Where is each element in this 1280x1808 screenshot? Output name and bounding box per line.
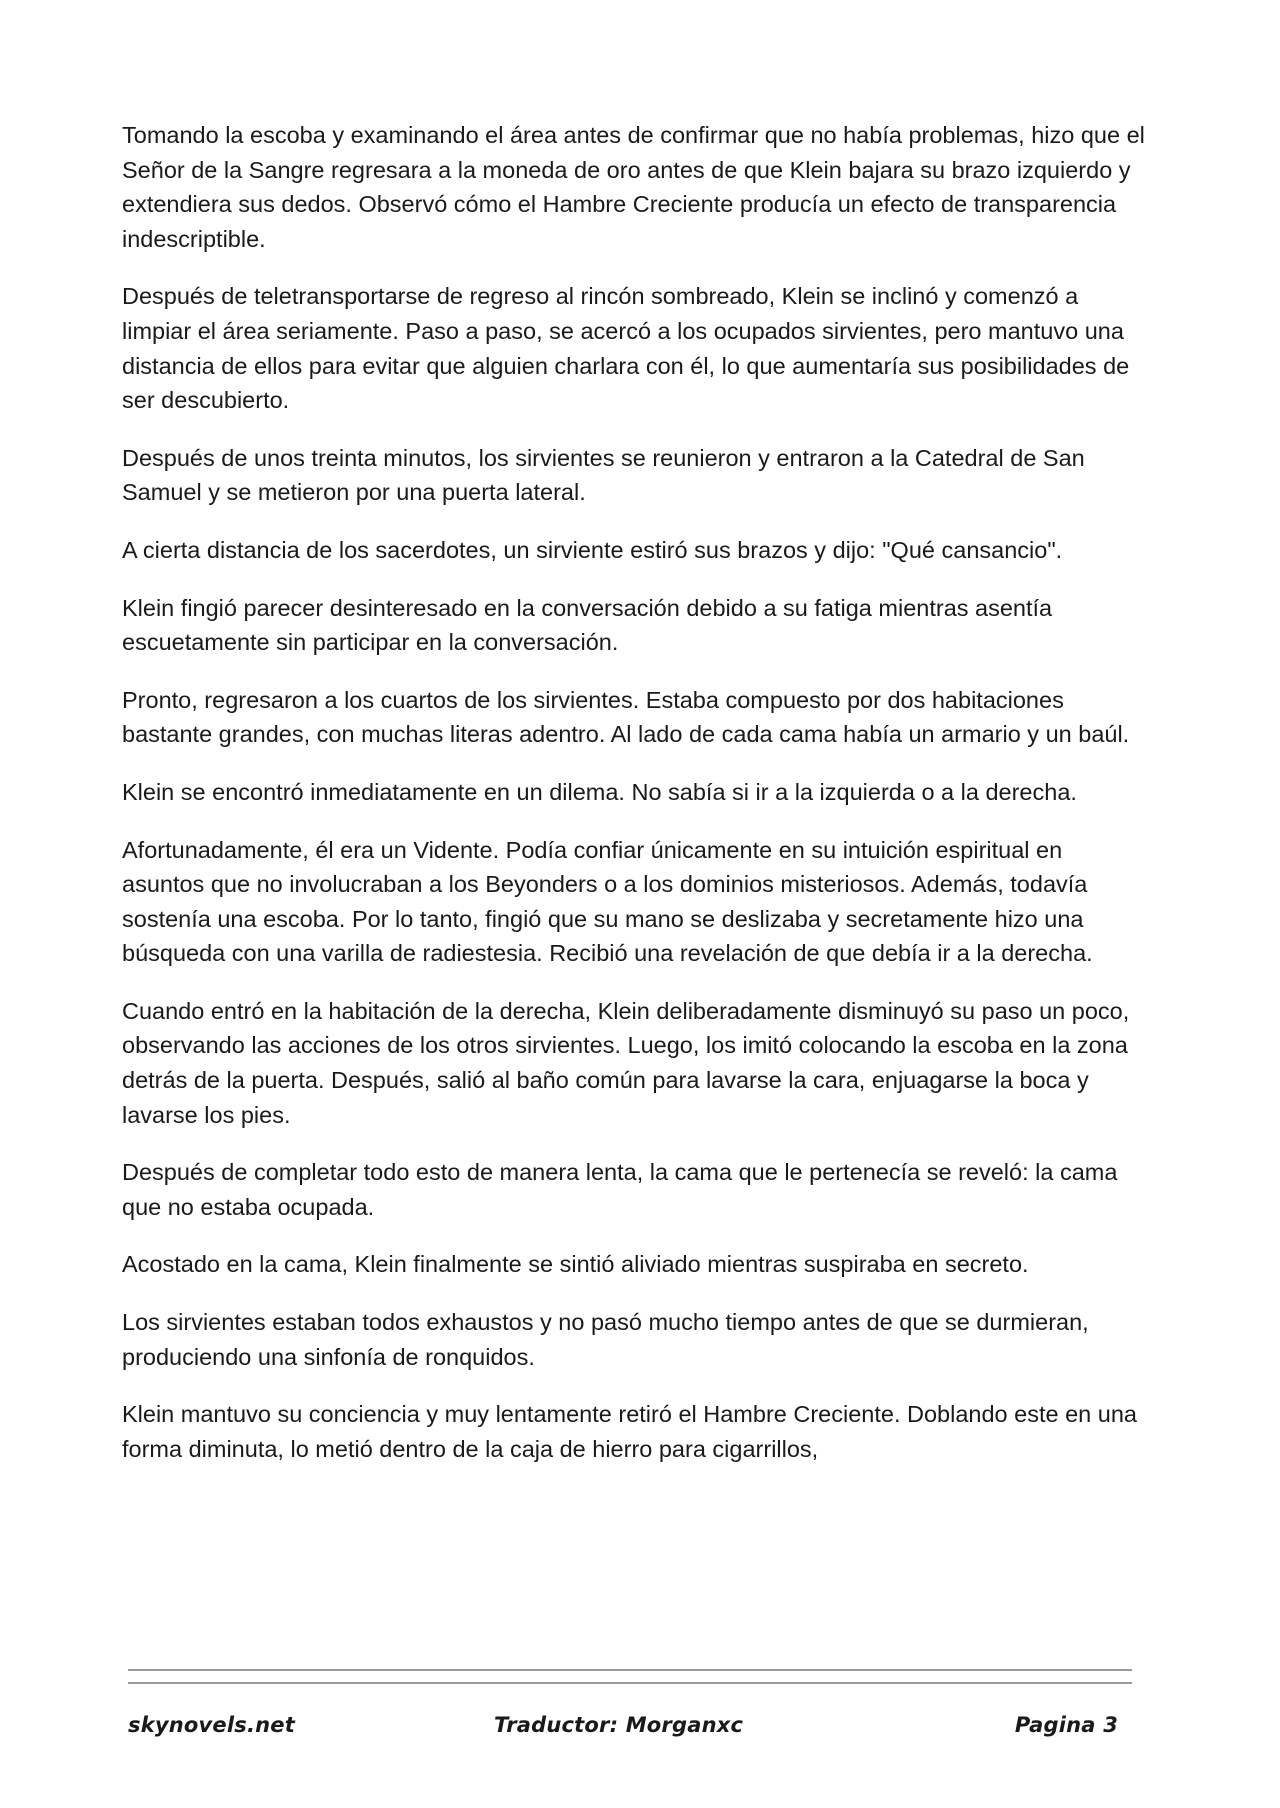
paragraph-10: Después de completar todo esto de manera lenta, la cama que le pertenecía se reveló: la cama que no estaba ocupada. xyxy=(122,1159,1118,1220)
paragraph-1: Tomando la escoba y examinando el área antes de confirmar que no había problemas, hizo que el Señor de la Sangre regresara a la moneda de oro antes de que Klein bajara su brazo izquierdo y extendiera sus dedos. Observó cómo el Hambre Creciente producía un efecto de transparencia indescriptible. xyxy=(122,122,1145,252)
paragraph-3: Después de unos treinta minutos, los sirvientes se reunieron y entraron a la Catedral de San Samuel y se metieron por una puerta lateral. xyxy=(122,444,1085,506)
footer-divider-top xyxy=(128,1669,1132,1671)
paragraph-4: A cierta distancia de los sacerdotes, un sirviente estiró sus brazos y dijo: "Qué cansancio". xyxy=(122,536,1063,563)
paragraph-12: Los sirvientes estaban todos exhaustos y no pasó mucho tiempo antes de que se durmieran, produciendo una sinfonía de ronquidos. xyxy=(122,1309,1089,1370)
paragraph-11: Acostado en la cama, Klein finalmente se sintió aliviado mientras suspiraba en secreto. xyxy=(122,1251,1029,1278)
footer-divider-bottom xyxy=(128,1682,1132,1684)
paragraph-9: Cuando entró en la habitación de la derecha, Klein deliberadamente disminuyó su paso un poco, observando las acciones de los otros sirvientes. Luego, los imitó colocando la escoba en la zona detrás de la puerta. Después, salió al baño común para lavarse la cara, enjuagarse la boca y lavarse los pies. xyxy=(122,997,1130,1128)
paragraph-5: Klein fingió parecer desinteresado en la conversación debido a su fatiga mientras asentía escuetamente sin participar en la conversación. xyxy=(122,594,1053,656)
paragraph-7: Klein se encontró inmediatamente en un dilema. No sabía si ir a la izquierda o a la derecha. xyxy=(122,778,1077,805)
paragraph-2: Después de teletransportarse de regreso al rincón sombreado, Klein se inclinó y comenzó a limpiar el área seriamente. Paso a paso, se acercó a los ocupados sirvientes, pero mantuvo una distancia de ellos para evitar que alguien charlara con él, lo que aumentaría sus posibilidades de ser descubierto. xyxy=(122,283,1130,414)
footer-page-number: Pagina 3 xyxy=(1014,1713,1118,1737)
paragraph-13: Klein mantuvo su conciencia y muy lentamente retiró el Hambre Creciente. Doblando este en una forma diminuta, lo metió dentro de la caja de hierro para cigarrillos, xyxy=(122,1401,1137,1462)
footer-translator: Traductor: Morganxc xyxy=(494,1713,744,1737)
paragraph-8: Afortunadamente, él era un Vidente. Podía confiar únicamente en su intuición espiritual en asuntos que no involucraban a los Beyonders o a los dominios misteriosos. Además, todavía sostenía una escoba. Por lo tanto, fingió que su mano se deslizaba y secretamente hizo una búsqueda con una varilla de radiestesia. Recibió una revelación de que debía ir a la derecha. xyxy=(122,836,1093,967)
footer-site: skynovels.net xyxy=(128,1713,295,1737)
document-body xyxy=(122,118,1147,1489)
paragraph-6: Pronto, regresaron a los cuartos de los sirvientes. Estaba compuesto por dos habitaciones bastante grandes, con muchas literas adentro. Al lado de cada cama había un armario y un baúl. xyxy=(122,686,1130,748)
